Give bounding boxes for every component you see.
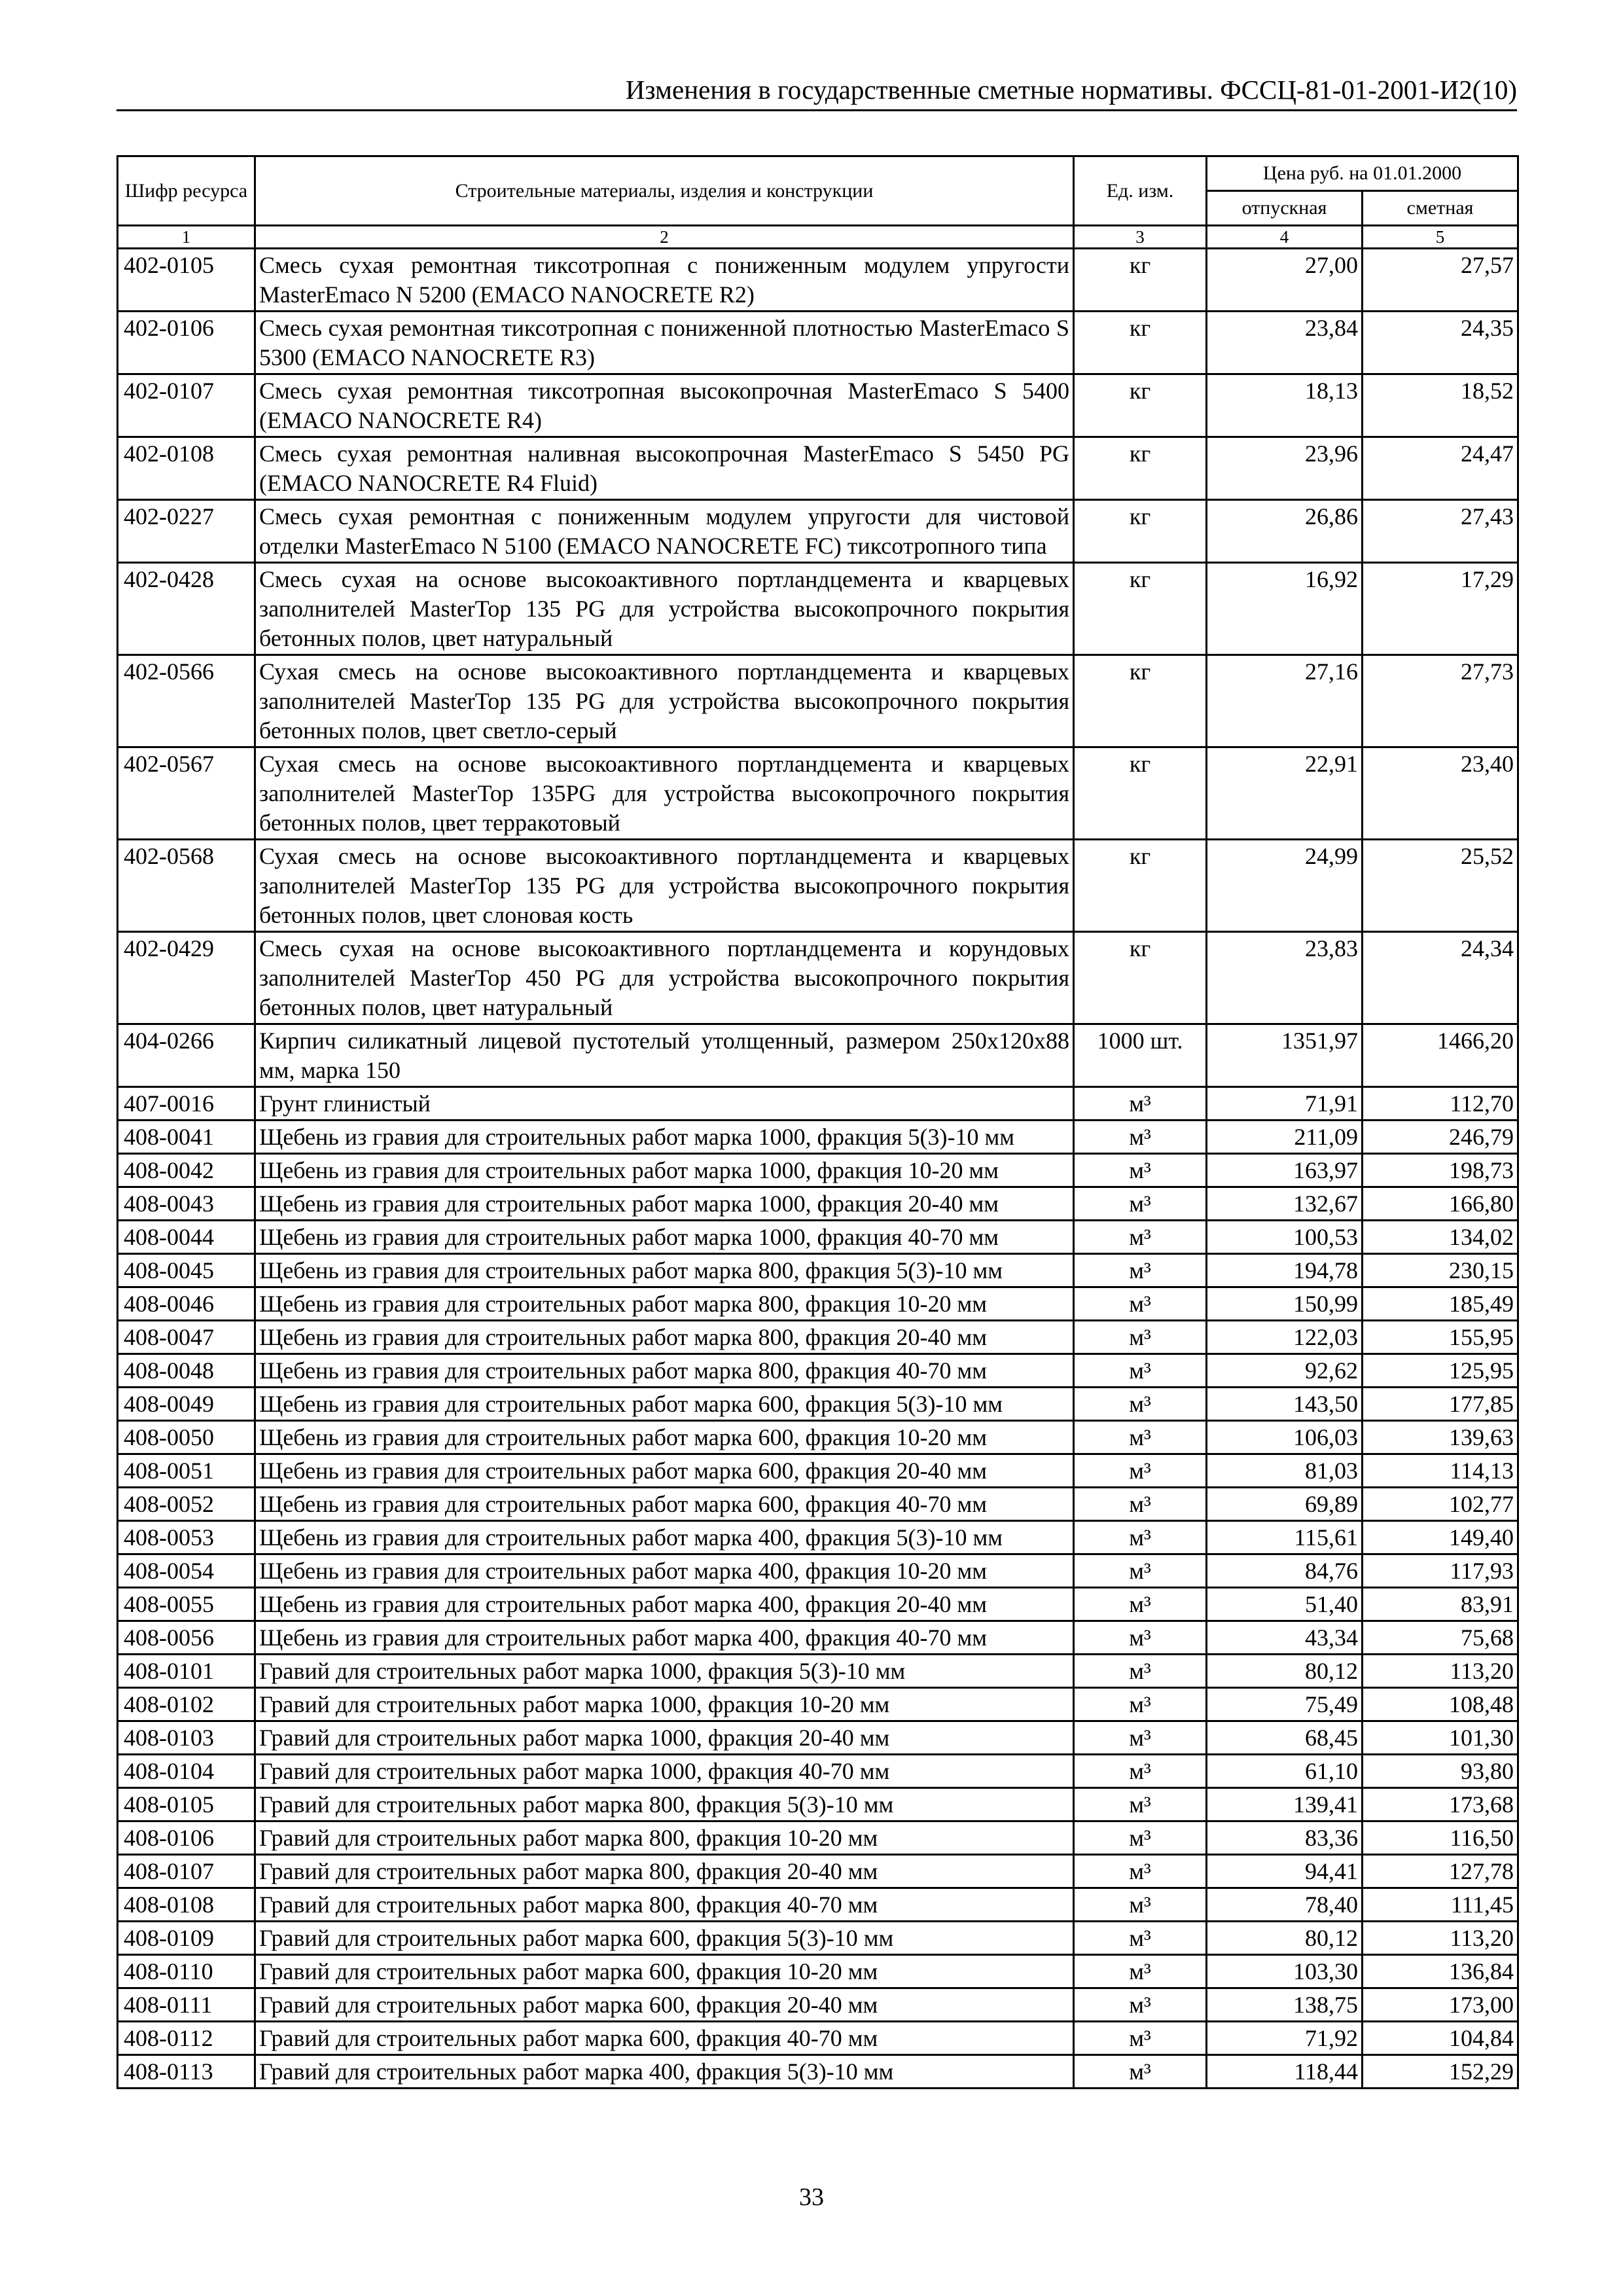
estimate-price: 230,15 <box>1363 1254 1518 1287</box>
resource-code: 408-0047 <box>118 1321 255 1354</box>
material-name: Кирпич силикатный лицевой пустотелый утолщенный, размером 250х120х88 мм, марка 150 <box>255 1024 1074 1087</box>
unit: м³ <box>1074 1688 1207 1721</box>
table-row <box>118 1621 1518 1655</box>
estimate-price: 1466,20 <box>1363 1024 1518 1087</box>
resource-code: 408-0042 <box>118 1154 255 1187</box>
release-price: 80,12 <box>1207 1922 1363 1955</box>
table-row <box>118 1888 1518 1922</box>
unit: м³ <box>1074 1621 1207 1655</box>
material-name: Щебень из гравия для строительных работ марка 400, фракция 10-20 мм <box>255 1554 1074 1588</box>
estimate-price: 24,34 <box>1363 932 1518 1024</box>
release-price: 27,16 <box>1207 655 1363 747</box>
unit: м³ <box>1074 1454 1207 1488</box>
unit: кг <box>1074 500 1207 563</box>
material-name: Сухая смесь на основе высокоактивного портландцемента и кварцевых заполнителей MasterTop 135PG для устройства высокопрочного покрытия бетонных полов, цвет терракотовый <box>255 747 1074 840</box>
table-row <box>118 1554 1518 1588</box>
table-row <box>118 1187 1518 1221</box>
material-name: Гравий для строительных работ марка 800, фракция 5(3)-10 мм <box>255 1788 1074 1821</box>
estimate-price: 198,73 <box>1363 1154 1518 1187</box>
release-price: 94,41 <box>1207 1855 1363 1888</box>
material-name: Гравий для строительных работ марка 600, фракция 10-20 мм <box>255 1955 1074 1988</box>
col-number: 2 <box>255 226 1074 249</box>
material-name: Гравий для строительных работ марка 600, фракция 40-70 мм <box>255 2022 1074 2055</box>
resource-code: 408-0113 <box>118 2055 255 2089</box>
estimate-price: 17,29 <box>1363 563 1518 655</box>
resource-code: 408-0104 <box>118 1755 255 1788</box>
material-name: Щебень из гравия для строительных работ марка 400, фракция 40-70 мм <box>255 1621 1074 1655</box>
release-price: 122,03 <box>1207 1321 1363 1354</box>
resource-code: 402-0107 <box>118 374 255 437</box>
unit: м³ <box>1074 1721 1207 1755</box>
material-name: Смесь сухая на основе высокоактивного портландцемента и кварцевых заполнителей MasterTop 135 PG для устройства высокопрочного покрытия бетонных полов, цвет натуральный <box>255 563 1074 655</box>
resource-code: 402-0106 <box>118 312 255 374</box>
material-name: Щебень из гравия для строительных работ марка 1000, фракция 20-40 мм <box>255 1187 1074 1221</box>
material-name: Щебень из гравия для строительных работ марка 800, фракция 20-40 мм <box>255 1321 1074 1354</box>
table-row <box>118 1421 1518 1454</box>
table-row <box>118 249 1518 312</box>
table-row <box>118 1721 1518 1755</box>
estimate-price: 117,93 <box>1363 1554 1518 1588</box>
resource-code: 408-0056 <box>118 1621 255 1655</box>
material-name: Гравий для строительных работ марка 600, фракция 20-40 мм <box>255 1988 1074 2022</box>
resource-code: 408-0051 <box>118 1454 255 1488</box>
table-row <box>118 932 1518 1024</box>
table-row <box>118 1254 1518 1287</box>
material-name: Гравий для строительных работ марка 1000, фракция 40-70 мм <box>255 1755 1074 1788</box>
col-number: 4 <box>1207 226 1363 249</box>
price-table <box>116 155 1519 2089</box>
unit: м³ <box>1074 1488 1207 1521</box>
table-row <box>118 1955 1518 1988</box>
material-name: Смесь сухая ремонтная тиксотропная с пониженным модулем упругости MasterEmaco N 5200 (EMACO NANOCRETE R2) <box>255 249 1074 312</box>
material-name: Щебень из гравия для строительных работ марка 1000, фракция 5(3)-10 мм <box>255 1121 1074 1154</box>
release-price: 150,99 <box>1207 1287 1363 1321</box>
material-name: Гравий для строительных работ марка 600, фракция 5(3)-10 мм <box>255 1922 1074 1955</box>
estimate-price: 127,78 <box>1363 1855 1518 1888</box>
table-row <box>118 1354 1518 1388</box>
table-row <box>118 1588 1518 1621</box>
unit: кг <box>1074 437 1207 500</box>
estimate-price: 23,40 <box>1363 747 1518 840</box>
release-price: 27,00 <box>1207 249 1363 312</box>
unit: м³ <box>1074 1154 1207 1187</box>
unit: м³ <box>1074 1988 1207 2022</box>
release-price: 69,89 <box>1207 1488 1363 1521</box>
estimate-price: 75,68 <box>1363 1621 1518 1655</box>
col-header-estimate-price: сметная <box>1363 191 1518 226</box>
unit: м³ <box>1074 1922 1207 1955</box>
unit: м³ <box>1074 1388 1207 1421</box>
release-price: 81,03 <box>1207 1454 1363 1488</box>
table-row <box>118 1388 1518 1421</box>
unit: кг <box>1074 747 1207 840</box>
estimate-price: 246,79 <box>1363 1121 1518 1154</box>
release-price: 71,92 <box>1207 2022 1363 2055</box>
estimate-price: 27,43 <box>1363 500 1518 563</box>
table-row <box>118 655 1518 747</box>
release-price: 18,13 <box>1207 374 1363 437</box>
release-price: 100,53 <box>1207 1221 1363 1254</box>
material-name: Щебень из гравия для строительных работ марка 600, фракция 20-40 мм <box>255 1454 1074 1488</box>
col-number: 3 <box>1074 226 1207 249</box>
resource-code: 408-0109 <box>118 1922 255 1955</box>
material-name: Смесь сухая ремонтная тиксотропная с пониженной плотностью MasterEmaco S 5300 (EMACO NANOCRETE R3) <box>255 312 1074 374</box>
estimate-price: 112,70 <box>1363 1087 1518 1121</box>
material-name: Щебень из гравия для строительных работ марка 600, фракция 10-20 мм <box>255 1421 1074 1454</box>
table-row <box>118 2055 1518 2089</box>
resource-code: 408-0101 <box>118 1655 255 1688</box>
unit: кг <box>1074 249 1207 312</box>
resource-code: 402-0568 <box>118 840 255 932</box>
unit: м³ <box>1074 1788 1207 1821</box>
unit: м³ <box>1074 1655 1207 1688</box>
release-price: 84,76 <box>1207 1554 1363 1588</box>
estimate-price: 104,84 <box>1363 2022 1518 2055</box>
release-price: 80,12 <box>1207 1655 1363 1688</box>
resource-code: 408-0043 <box>118 1187 255 1221</box>
estimate-price: 114,13 <box>1363 1454 1518 1488</box>
col-header-price-group: Цена руб. на 01.01.2000 <box>1207 156 1518 191</box>
release-price: 138,75 <box>1207 1988 1363 2022</box>
resource-code: 407-0016 <box>118 1087 255 1121</box>
resource-code: 402-0429 <box>118 932 255 1024</box>
table-row <box>118 374 1518 437</box>
material-name: Щебень из гравия для строительных работ марка 800, фракция 10-20 мм <box>255 1287 1074 1321</box>
release-price: 43,34 <box>1207 1621 1363 1655</box>
unit: м³ <box>1074 1321 1207 1354</box>
resource-code: 402-0108 <box>118 437 255 500</box>
material-name: Щебень из гравия для строительных работ марка 800, фракция 5(3)-10 мм <box>255 1254 1074 1287</box>
unit: м³ <box>1074 1821 1207 1855</box>
header-divider <box>116 109 1517 111</box>
material-name: Щебень из гравия для строительных работ марка 600, фракция 40-70 мм <box>255 1488 1074 1521</box>
release-price: 132,67 <box>1207 1187 1363 1221</box>
estimate-price: 149,40 <box>1363 1521 1518 1554</box>
release-price: 143,50 <box>1207 1388 1363 1421</box>
release-price: 92,62 <box>1207 1354 1363 1388</box>
unit: м³ <box>1074 1421 1207 1454</box>
unit: м³ <box>1074 1221 1207 1254</box>
estimate-price: 113,20 <box>1363 1655 1518 1688</box>
release-price: 103,30 <box>1207 1955 1363 1988</box>
unit: м³ <box>1074 1588 1207 1621</box>
release-price: 23,96 <box>1207 437 1363 500</box>
estimate-price: 125,95 <box>1363 1354 1518 1388</box>
unit: м³ <box>1074 1554 1207 1588</box>
resource-code: 408-0103 <box>118 1721 255 1755</box>
material-name: Смесь сухая ремонтная тиксотропная высокопрочная MasterEmaco S 5400 (EMACO NANOCRETE R4) <box>255 374 1074 437</box>
release-price: 16,92 <box>1207 563 1363 655</box>
resource-code: 408-0112 <box>118 2022 255 2055</box>
material-name: Смесь сухая ремонтная наливная высокопрочная MasterEmaco S 5450 PG (EMACO NANOCRETE R4 Fluid) <box>255 437 1074 500</box>
material-name: Щебень из гравия для строительных работ марка 400, фракция 20-40 мм <box>255 1588 1074 1621</box>
material-name: Гравий для строительных работ марка 1000, фракция 10-20 мм <box>255 1688 1074 1721</box>
resource-code: 402-0105 <box>118 249 255 312</box>
resource-code: 408-0110 <box>118 1955 255 1988</box>
resource-code: 408-0050 <box>118 1421 255 1454</box>
table-row <box>118 1922 1518 1955</box>
table-row <box>118 1821 1518 1855</box>
estimate-price: 113,20 <box>1363 1922 1518 1955</box>
resource-code: 408-0054 <box>118 1554 255 1588</box>
estimate-price: 18,52 <box>1363 374 1518 437</box>
material-name: Гравий для строительных работ марка 800, фракция 10-20 мм <box>255 1821 1074 1855</box>
resource-code: 408-0105 <box>118 1788 255 1821</box>
material-name: Щебень из гравия для строительных работ марка 1000, фракция 40-70 мм <box>255 1221 1074 1254</box>
resource-code: 408-0111 <box>118 1988 255 2022</box>
table-row <box>118 1221 1518 1254</box>
estimate-price: 139,63 <box>1363 1421 1518 1454</box>
resource-code: 408-0055 <box>118 1588 255 1621</box>
release-price: 83,36 <box>1207 1821 1363 1855</box>
table-row <box>118 840 1518 932</box>
material-name: Гравий для строительных работ марка 400, фракция 5(3)-10 мм <box>255 2055 1074 2089</box>
resource-code: 402-0567 <box>118 747 255 840</box>
col-header-code: Шифр ресурса <box>118 156 255 226</box>
resource-code: 408-0044 <box>118 1221 255 1254</box>
resource-code: 408-0108 <box>118 1888 255 1922</box>
material-name: Гравий для строительных работ марка 800, фракция 20-40 мм <box>255 1855 1074 1888</box>
resource-code: 408-0041 <box>118 1121 255 1154</box>
unit: м³ <box>1074 1287 1207 1321</box>
release-price: 68,45 <box>1207 1721 1363 1755</box>
estimate-price: 116,50 <box>1363 1821 1518 1855</box>
resource-code: 404-0266 <box>118 1024 255 1087</box>
table-row <box>118 1121 1518 1154</box>
unit: м³ <box>1074 1254 1207 1287</box>
table-row <box>118 1855 1518 1888</box>
document-header-title: Изменения в государственные сметные нормативы. ФССЦ-81-01-2001-И2(10) <box>625 75 1517 105</box>
unit: м³ <box>1074 1855 1207 1888</box>
table-row <box>118 1655 1518 1688</box>
table-row <box>118 1024 1518 1087</box>
estimate-price: 27,57 <box>1363 249 1518 312</box>
col-header-release-price: отпускная <box>1207 191 1363 226</box>
release-price: 23,83 <box>1207 932 1363 1024</box>
estimate-price: 93,80 <box>1363 1755 1518 1788</box>
resource-code: 408-0106 <box>118 1821 255 1855</box>
estimate-price: 134,02 <box>1363 1221 1518 1254</box>
release-price: 23,84 <box>1207 312 1363 374</box>
resource-code: 408-0048 <box>118 1354 255 1388</box>
col-number: 5 <box>1363 226 1518 249</box>
unit: м³ <box>1074 1521 1207 1554</box>
material-name: Щебень из гравия для строительных работ марка 400, фракция 5(3)-10 мм <box>255 1521 1074 1554</box>
estimate-price: 102,77 <box>1363 1488 1518 1521</box>
table-row <box>118 1788 1518 1821</box>
material-name: Щебень из гравия для строительных работ марка 800, фракция 40-70 мм <box>255 1354 1074 1388</box>
resource-code: 408-0045 <box>118 1254 255 1287</box>
table-row <box>118 1154 1518 1187</box>
release-price: 24,99 <box>1207 840 1363 932</box>
table-row <box>118 1688 1518 1721</box>
col-header-unit: Ед. изм. <box>1074 156 1207 226</box>
col-number: 1 <box>118 226 255 249</box>
unit: м³ <box>1074 1354 1207 1388</box>
unit: 1000 шт. <box>1074 1024 1207 1087</box>
material-name: Смесь сухая ремонтная с пониженным модулем упругости для чистовой отделки MasterEmaco N 5100 (EMACO NANOCRETE FC) тиксотропного типа <box>255 500 1074 563</box>
column-number-row <box>118 226 1518 249</box>
resource-code: 408-0053 <box>118 1521 255 1554</box>
resource-code: 408-0046 <box>118 1287 255 1321</box>
table-row <box>118 1988 1518 2022</box>
release-price: 61,10 <box>1207 1755 1363 1788</box>
table-row <box>118 1087 1518 1121</box>
table-row <box>118 437 1518 500</box>
material-name: Гравий для строительных работ марка 1000, фракция 5(3)-10 мм <box>255 1655 1074 1688</box>
estimate-price: 24,35 <box>1363 312 1518 374</box>
release-price: 22,91 <box>1207 747 1363 840</box>
release-price: 51,40 <box>1207 1588 1363 1621</box>
estimate-price: 83,91 <box>1363 1588 1518 1621</box>
unit: кг <box>1074 932 1207 1024</box>
material-name: Смесь сухая на основе высокоактивного портландцемента и корундовых заполнителей MasterTop 450 PG для устройства высокопрочного покрытия бетонных полов, цвет натуральный <box>255 932 1074 1024</box>
unit: кг <box>1074 374 1207 437</box>
table-row <box>118 563 1518 655</box>
resource-code: 402-0428 <box>118 563 255 655</box>
estimate-price: 152,29 <box>1363 2055 1518 2089</box>
unit: м³ <box>1074 1121 1207 1154</box>
estimate-price: 173,68 <box>1363 1788 1518 1821</box>
unit: м³ <box>1074 1187 1207 1221</box>
table-row <box>118 1454 1518 1488</box>
release-price: 71,91 <box>1207 1087 1363 1121</box>
page-number: 33 <box>799 2183 824 2211</box>
estimate-price: 185,49 <box>1363 1287 1518 1321</box>
estimate-price: 155,95 <box>1363 1321 1518 1354</box>
unit: м³ <box>1074 1755 1207 1788</box>
estimate-price: 108,48 <box>1363 1688 1518 1721</box>
unit: м³ <box>1074 2055 1207 2089</box>
release-price: 118,44 <box>1207 2055 1363 2089</box>
unit: кг <box>1074 655 1207 747</box>
release-price: 26,86 <box>1207 500 1363 563</box>
material-name: Сухая смесь на основе высокоактивного портландцемента и кварцевых заполнителей MasterTop 135 PG для устройства высокопрочного покрытия бетонных полов, цвет слоновая кость <box>255 840 1074 932</box>
unit: м³ <box>1074 2022 1207 2055</box>
material-name: Щебень из гравия для строительных работ марка 600, фракция 5(3)-10 мм <box>255 1388 1074 1421</box>
release-price: 211,09 <box>1207 1121 1363 1154</box>
estimate-price: 111,45 <box>1363 1888 1518 1922</box>
table-row <box>118 2022 1518 2055</box>
material-name: Сухая смесь на основе высокоактивного портландцемента и кварцевых заполнителей MasterTop 135 PG для устройства высокопрочного покрытия бетонных полов, цвет светло-серый <box>255 655 1074 747</box>
resource-code: 408-0049 <box>118 1388 255 1421</box>
release-price: 106,03 <box>1207 1421 1363 1454</box>
unit: кг <box>1074 312 1207 374</box>
estimate-price: 136,84 <box>1363 1955 1518 1988</box>
estimate-price: 166,80 <box>1363 1187 1518 1221</box>
unit: м³ <box>1074 1087 1207 1121</box>
release-price: 75,49 <box>1207 1688 1363 1721</box>
material-name: Гравий для строительных работ марка 1000, фракция 20-40 мм <box>255 1721 1074 1755</box>
resource-code: 402-0227 <box>118 500 255 563</box>
unit: кг <box>1074 840 1207 932</box>
resource-code: 408-0107 <box>118 1855 255 1888</box>
table-row <box>118 747 1518 840</box>
resource-code: 408-0102 <box>118 1688 255 1721</box>
table-row <box>118 312 1518 374</box>
release-price: 78,40 <box>1207 1888 1363 1922</box>
material-name: Гравий для строительных работ марка 800, фракция 40-70 мм <box>255 1888 1074 1922</box>
resource-code: 408-0052 <box>118 1488 255 1521</box>
resource-code: 402-0566 <box>118 655 255 747</box>
estimate-price: 173,00 <box>1363 1988 1518 2022</box>
estimate-price: 25,52 <box>1363 840 1518 932</box>
release-price: 194,78 <box>1207 1254 1363 1287</box>
unit: кг <box>1074 563 1207 655</box>
release-price: 115,61 <box>1207 1521 1363 1554</box>
estimate-price: 27,73 <box>1363 655 1518 747</box>
table-row <box>118 500 1518 563</box>
table-row <box>118 1488 1518 1521</box>
material-name: Щебень из гравия для строительных работ марка 1000, фракция 10-20 мм <box>255 1154 1074 1187</box>
table-row <box>118 1755 1518 1788</box>
estimate-price: 101,30 <box>1363 1721 1518 1755</box>
col-header-name: Строительные материалы, изделия и конструкции <box>255 156 1074 226</box>
release-price: 1351,97 <box>1207 1024 1363 1087</box>
estimate-price: 24,47 <box>1363 437 1518 500</box>
estimate-price: 177,85 <box>1363 1388 1518 1421</box>
release-price: 139,41 <box>1207 1788 1363 1821</box>
release-price: 163,97 <box>1207 1154 1363 1187</box>
table-row <box>118 1521 1518 1554</box>
table-body <box>118 249 1518 2089</box>
table-row <box>118 1321 1518 1354</box>
table-row <box>118 1287 1518 1321</box>
unit: м³ <box>1074 1888 1207 1922</box>
material-name: Грунт глинистый <box>255 1087 1074 1121</box>
unit: м³ <box>1074 1955 1207 1988</box>
